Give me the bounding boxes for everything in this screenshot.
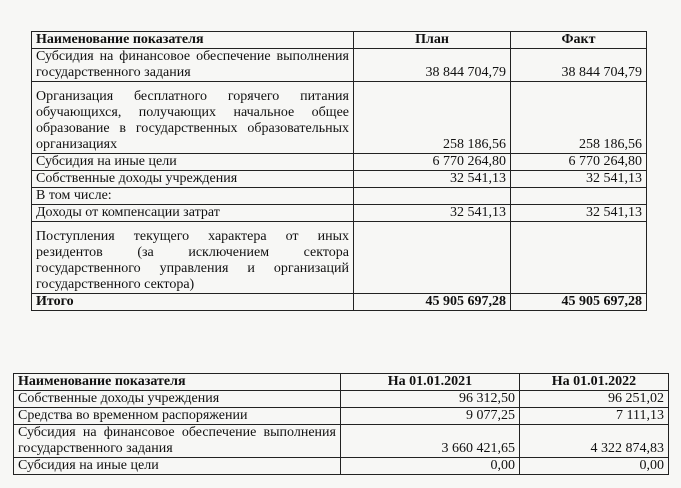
row-2022: 0,00 <box>520 458 669 475</box>
row-fact <box>511 188 647 205</box>
row-name: Субсидия на иные цели <box>14 458 341 475</box>
table-row <box>14 458 669 475</box>
row-fact: 32 541,13 <box>511 171 647 188</box>
table-header-row <box>32 32 647 49</box>
total-label: Итого <box>32 294 354 311</box>
table-row <box>32 222 647 294</box>
column-header-plan: План <box>354 32 511 49</box>
plan-fact-table <box>31 31 647 311</box>
row-2021: 96 312,50 <box>341 391 520 408</box>
column-header-name: Наименование показателя <box>14 374 341 391</box>
row-name: Субсидия на финансовое обеспечение выполнения государственного задания <box>14 425 341 458</box>
row-2022: 4 322 874,83 <box>520 425 669 458</box>
row-2021: 3 660 421,65 <box>341 425 520 458</box>
row-name: Собственные доходы учреждения <box>14 391 341 408</box>
row-name: В том числе: <box>32 188 354 205</box>
row-fact: 38 844 704,79 <box>511 49 647 82</box>
row-name: Средства во временном распоряжении <box>14 408 341 425</box>
table-row <box>32 154 647 171</box>
row-plan <box>354 222 511 294</box>
row-fact <box>511 222 647 294</box>
table-row <box>32 188 647 205</box>
row-plan: 38 844 704,79 <box>354 49 511 82</box>
row-2021: 0,00 <box>341 458 520 475</box>
row-name: Субсидия на иные цели <box>32 154 354 171</box>
row-2022: 96 251,02 <box>520 391 669 408</box>
row-name: Собственные доходы учреждения <box>32 171 354 188</box>
total-plan: 45 905 697,28 <box>354 294 511 311</box>
table-row <box>32 171 647 188</box>
row-plan: 6 770 264,80 <box>354 154 511 171</box>
table-row <box>32 205 647 222</box>
table-row <box>32 49 647 82</box>
row-plan: 32 541,13 <box>354 205 511 222</box>
row-fact: 32 541,13 <box>511 205 647 222</box>
row-name: Поступления текущего характера от иных резидентов (за исключением сектора государственного управления и организаций государственного сектора) <box>32 222 354 294</box>
table-row <box>14 408 669 425</box>
table-row <box>32 82 647 154</box>
total-row <box>32 294 647 311</box>
row-2021: 9 077,25 <box>341 408 520 425</box>
row-name: Субсидия на финансовое обеспечение выполнения государственного задания <box>32 49 354 82</box>
column-header-name: Наименование показателя <box>32 32 354 49</box>
table-header-row <box>14 374 669 391</box>
column-header-fact: Факт <box>511 32 647 49</box>
table-row <box>14 425 669 458</box>
column-header-2021: На 01.01.2021 <box>341 374 520 391</box>
row-name: Организация бесплатного горячего питания обучающихся, получающих начальное общее образование в государственных образовательных организациях <box>32 82 354 154</box>
row-name: Доходы от компенсации затрат <box>32 205 354 222</box>
row-plan: 258 186,56 <box>354 82 511 154</box>
row-fact: 258 186,56 <box>511 82 647 154</box>
row-2022: 7 111,13 <box>520 408 669 425</box>
row-fact: 6 770 264,80 <box>511 154 647 171</box>
column-header-2022: На 01.01.2022 <box>520 374 669 391</box>
row-plan <box>354 188 511 205</box>
row-plan: 32 541,13 <box>354 171 511 188</box>
total-fact: 45 905 697,28 <box>511 294 647 311</box>
balance-table <box>13 373 669 475</box>
table-row <box>14 391 669 408</box>
